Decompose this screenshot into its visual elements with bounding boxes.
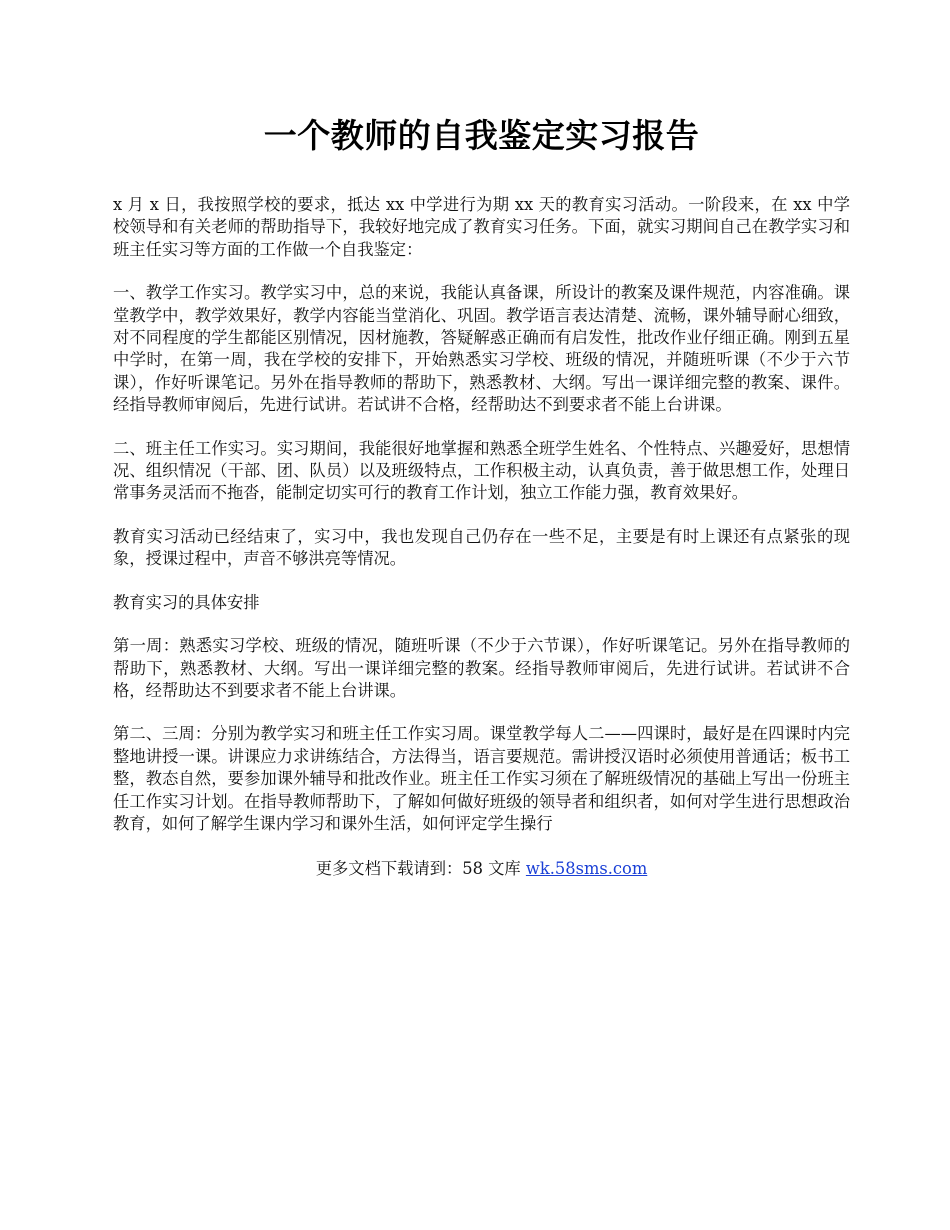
footer-prefix: 更多文档下载请到：58 文库 [315, 859, 526, 879]
paragraph-schedule-heading: 教育实习的具体安排 [113, 592, 260, 612]
paragraph-week-one: 第一周：熟悉实习学校、班级的情况，随班听课（不少于六节课），作好听课笔记。另外在指导教师的帮助下，熟悉教材、大纲。写出一课详细完整的教案。经指导教师审阅后，先进行试讲。若试讲不合格，经帮助达不到要求者不能上台讲课。 [113, 636, 850, 700]
paragraph-weeks-two-three: 第二、三周：分别为教学实习和班主任工作实习周。课堂教学每人二——四课时，最好是在四课时内完整地讲授一课。讲课应力求讲练结合，方法得当，语言要规范。需讲授汉语时必须使用普通话；板书工整，教态自然，要参加课外辅导和批改作业。班主任工作实习须在了解班级情况的基础上写出一份班主任工作实习计划。在指导教师帮助下，了解如何做好班级的领导者和组织者，如何对学生进行思想政治教育，如何了解学生课内学习和课外生活，如何评定学生操行 [113, 724, 850, 833]
document-page [113, 110, 850, 880]
paragraph-shortcomings: 教育实习活动已经结束了，实习中，我也发现自己仍存在一些不足，主要是有时上课还有点紧张的现象，授课过程中，声音不够洪亮等情况。 [113, 526, 850, 569]
document-title: 一个教师的自我鉴定实习报告 [263, 116, 700, 155]
paragraph-intro: x 月 x 日，我按照学校的要求，抵达 xx 中学进行为期 xx 天的教育实习活动。一阶段来，在 xx 中学校领导和有关老师的帮助指导下，我较好地完成了教育实习任务。下面，就实习期间自己在教学实习和班主任实习等方面的工作做一个自我鉴定： [113, 195, 850, 259]
paragraph-class-teacher-internship: 二、班主任工作实习。实习期间，我能很好地掌握和熟悉全班学生姓名、个性特点、兴趣爱好，思想情况、组织情况（干部、团、队员）以及班级特点，工作积极主动，认真负责，善于做思想工作，处理日常事务灵活而不拖沓，能制定切实可行的教育工作计划，独立工作能力强，教育效果好。 [113, 438, 850, 503]
footer-link[interactable]: wk.58sms.com [525, 859, 648, 879]
footer [113, 858, 850, 880]
paragraph-teaching-internship: 一、教学工作实习。教学实习中，总的来说，我能认真备课，所设计的教案及课件规范，内容准确。课堂教学中，教学效果好，教学内容能当堂消化、巩固。教学语言表达清楚、流畅，课外辅导耐心细致，对不同程度的学生都能区别情况，因材施教，答疑解惑正确而有启发性，批改作业仔细正确。刚到五星中学时，在第一周，我在学校的安排下，开始熟悉实习学校、班级的情况，并随班听课（不少于六节课），作好听课笔记。另外在指导教师的帮助下，熟悉教材、大纲。写出一课详细完整的教案、课件。经指导教师审阅后，先进行试讲。若试讲不合格，经帮助达不到要求者不能上台讲课。 [113, 283, 850, 415]
